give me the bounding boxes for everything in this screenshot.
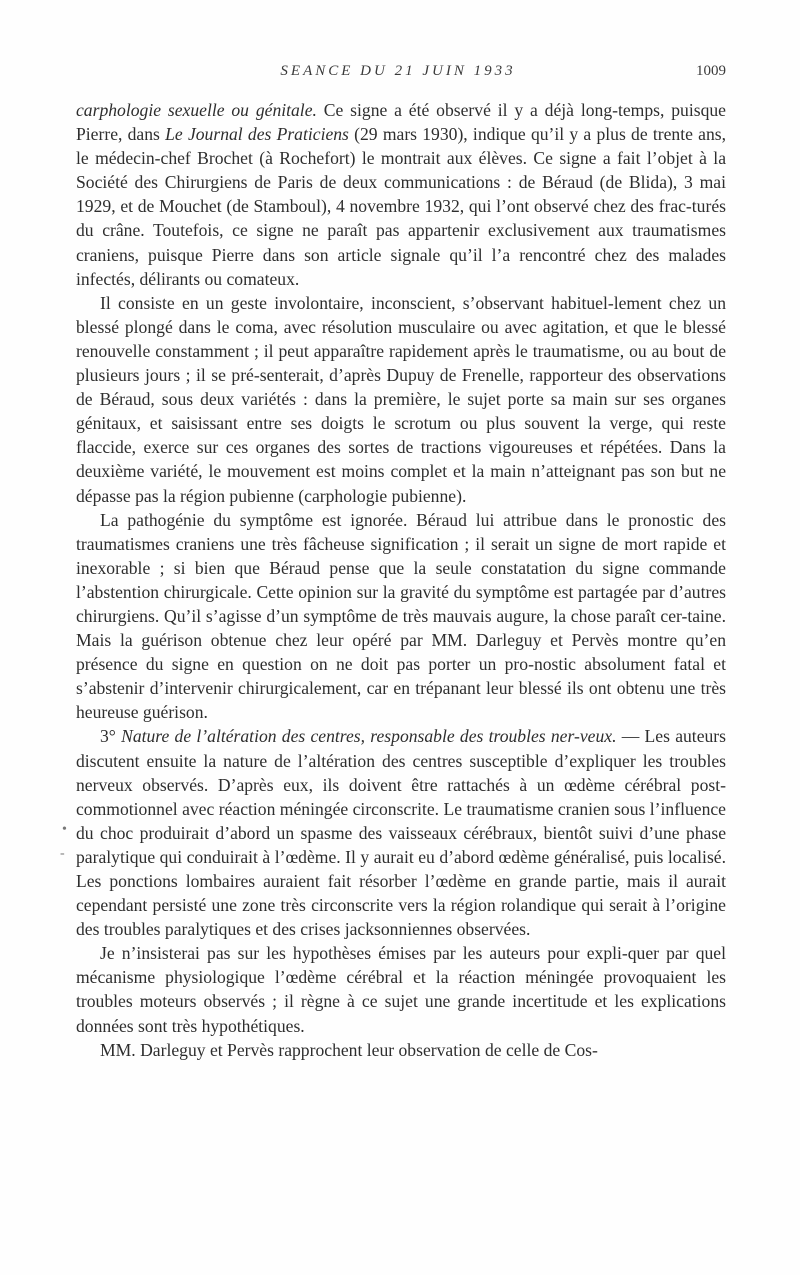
paragraph — [76, 941, 726, 1037]
text-run: 3° — [100, 726, 122, 747]
paragraph — [76, 98, 726, 291]
italic-text: carphologie sexuelle ou génitale. — [76, 100, 317, 120]
text-run: Je n’insisterai pas sur les hypothèses émises par les auteurs pour expli-quer par quel mécanisme physiologique l’œdème cérébral et la réaction méningée provoquaient les troubles moteurs observés ; il règne à ce sujet une grande incertitude et les explications données sont très hypothétiques. — [76, 943, 726, 1036]
header-title: SEANCE DU 21 JUIN 1933 — [280, 63, 516, 79]
page-number: 1009 — [696, 63, 726, 79]
text-run: MM. Darleguy et Pervès rapprochent leur observation de celle de Cos- — [100, 1039, 598, 1060]
running-header — [70, 63, 726, 87]
italic-text: Nature de l’altération des centres, responsable des troubles ner-veux. — [121, 726, 617, 747]
italic-text: Le Journal des Praticiens — [165, 124, 349, 145]
margin-mark-bullet: • — [62, 822, 67, 837]
paragraph — [76, 291, 726, 508]
body-text — [76, 98, 726, 1062]
text-run: — Les auteurs discutent ensuite la nature de l’altération des centres susceptible d’expliquer les troubles nerveux observés. D’après eux, ils doivent être rattachés à un œdème cérébral post-commotionnel avec réaction méningée circonscrite. Le traumatisme cranien sous l’influence du choc produirait d’abord un spasme des vaisseaux cérébraux, bientôt suivi d’une phase paralytique qui conduirait à l’œdème. Il y aurait eu d’abord œdème généralisé, puis localisé. Les ponctions lombaires auraient fait résorber l’œdème en grande partie, mais il aurait cependant persisté une zone très circonscrite vers la région rolandique qui serait à l’origine des troubles paralytiques et des crises jacksonniennes observées. — [76, 726, 727, 940]
paragraph — [76, 508, 726, 725]
paragraph — [76, 724, 726, 941]
text-run: Ce signe a été observé il y a déjà long-temps, puisque Pierre, dans — [76, 100, 726, 145]
text-run: La pathogénie du symptôme est ignorée. Béraud lui attribue dans le pronostic des traumatismes craniens une très fâcheuse signification ; il serait un signe de mort rapide et inexorable ; si bien que Béraud pense que la seule constatation du signe commande l’abstention chirurgicale. Cette opinion sur la gravité du symptôme est partagée par d’autres chirurgiens. Qu’il s’agisse d’un symptôme de très mauvais augure, la chose paraît cer-taine. Mais la guérison obtenue chez leur opéré par MM. Darleguy et Pervès montre qu’en présence du signe en question on ne doit pas porter un pro-nostic absolument fatal et s’abstenir d’intervenir chirurgicalement, car en trépanant leur blessé ils ont obtenu une très heureuse guérison. — [76, 509, 726, 723]
paragraph — [76, 1038, 726, 1062]
margin-mark-dash: - — [60, 846, 65, 861]
text-run: (29 mars 1930), indique qu’il y a plus de trente ans, le médecin-chef Brochet (à Rochefort) le montrait aux élèves. Ce signe a fait l’objet à la Société des Chirurgiens de Paris de deux communications : de Béraud (de Blida), 3 mai 1929, et de Mouchet (de Stamboul), 4 novembre 1932, qui l’ont observé chez des frac-turés du crâne. Toutefois, ce signe ne paraît pas appartenir exclusivement aux traumatismes craniens, puisque Pierre dans son article signale qu’il l’a rencontré chez des malades infectés, délirants ou comateux. — [76, 124, 726, 289]
text-run: Il consiste en un geste involontaire, inconscient, s’observant habituel-lement chez un blessé plongé dans le coma, avec résolution musculaire ou avec agitation, et que le blessé renouvelle constamment ; il peut apparaître rapidement après le traumatisme, ou au bout de plusieurs jours ; il se pré-senterait, d’après Dupuy de Frenelle, rapporteur des observations de Béraud, sous deux variétés : dans la première, le sujet porte sa main sur ses organes génitaux, et saisissant entre ses doigts le scrotum ou plus souvent la verge, qui reste flaccide, exerce sur ces organes des sortes de tractions vigoureuses et répétées. Dans la deuxième variété, le mouvement est moins complet et la main n’atteignant pas son but ne dépasse pas la région pubienne (carphologie pubienne). — [76, 292, 726, 506]
